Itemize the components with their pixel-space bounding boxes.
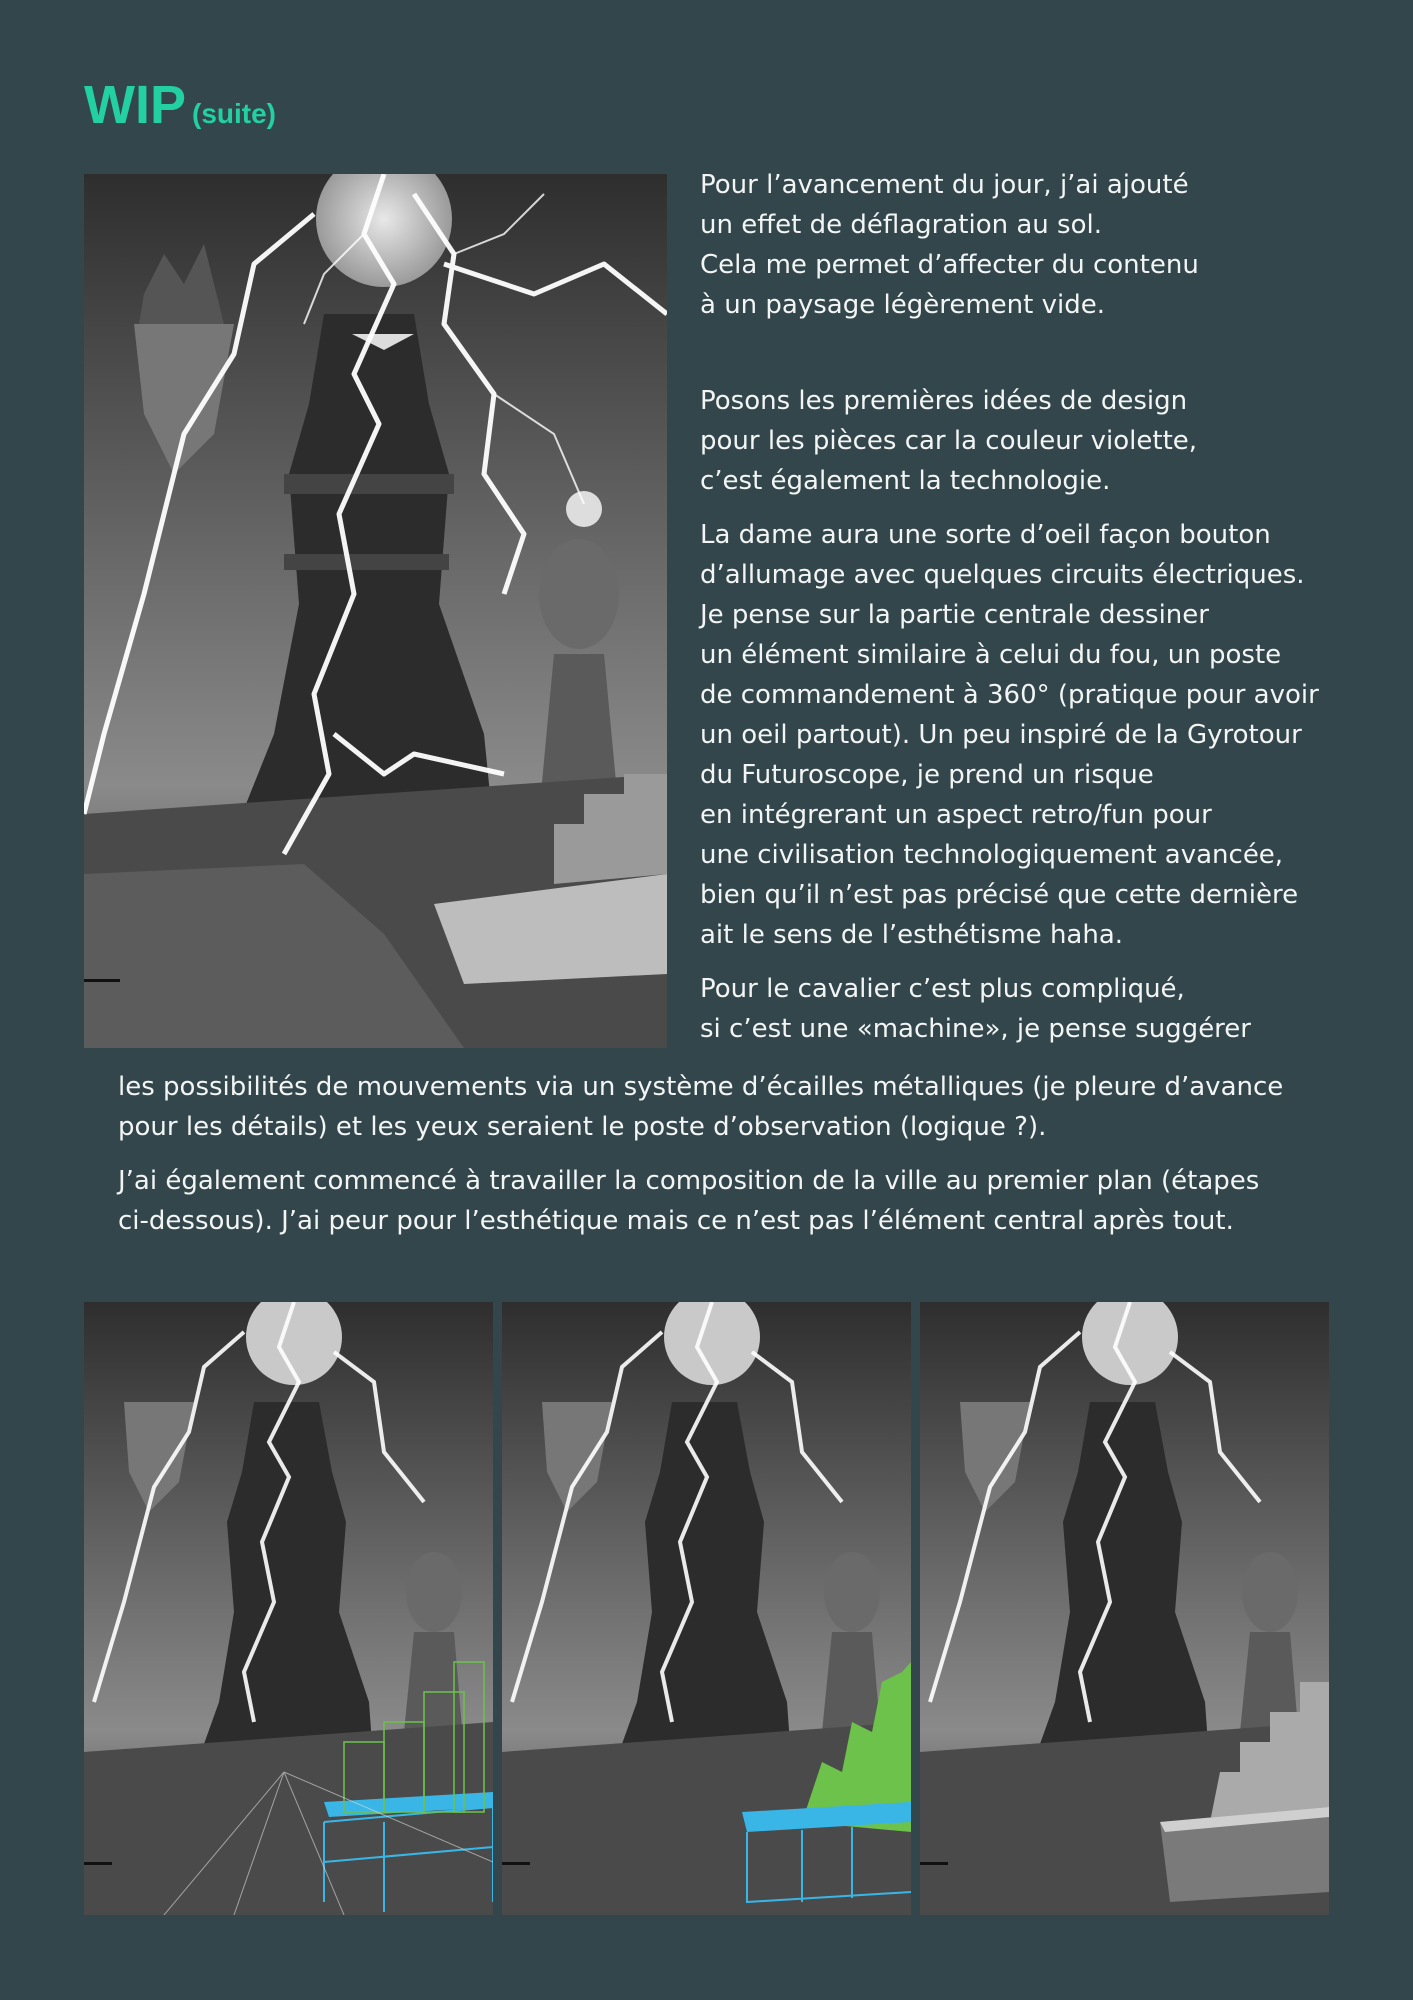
paragraph-avancement: Pour l’avancement du jour, j’ai ajouté un effet de déflagration au sol. Cela me permet d’affecter du contenu à un paysage légèrement vide. (700, 170, 1199, 320)
step-image-1 (84, 1302, 493, 1915)
step-image-2 (502, 1302, 911, 1915)
paragraph-ecailles: les possibilités de mouvements via un système d’écailles métalliques (je pleure d’avance pour les détails) et les yeux seraient le poste d’observation (logique ?). (118, 1072, 1284, 1142)
paragraph-cavalier: Pour le cavalier c’est plus compliqué, si c’est une «machine», je pense suggérer (700, 974, 1251, 1044)
paragraph-composition: J’ai également commencé à travailler la composition de la ville au premier plan (étapes ci-dessous). J’ai peur pour l’esthétique mais ce n’est pas l’élément central après tout. (118, 1166, 1260, 1236)
title-suffix: (suite) (192, 98, 276, 129)
page-title (84, 74, 276, 136)
paragraph-dame: La dame aura une sorte d’oeil façon bouton d’allumage avec quelques circuits électriques. Je pense sur la partie centrale dessiner un élément similaire à celui du fou, un poste de commandement à 360° (pratique pour avoir un oeil partout). Un peu inspiré de la Gyrotour du Futuroscope, je prend un risque en intégrerant un aspect retro/fun pour une civilisation technologiquement avancée, bien qu’il n’est pas précisé que cette dernière ait le sens de l’esthétisme haha. (700, 520, 1319, 950)
intro-text-column (700, 165, 1360, 1049)
title-main: WIP (84, 75, 186, 135)
paragraph-design: Posons les premières idées de design pour les pièces car la couleur violette, c’est également la technologie. (700, 386, 1198, 496)
main-artwork (84, 174, 667, 1048)
step-image-3 (920, 1302, 1329, 1915)
wide-text-block (118, 1067, 1358, 1255)
